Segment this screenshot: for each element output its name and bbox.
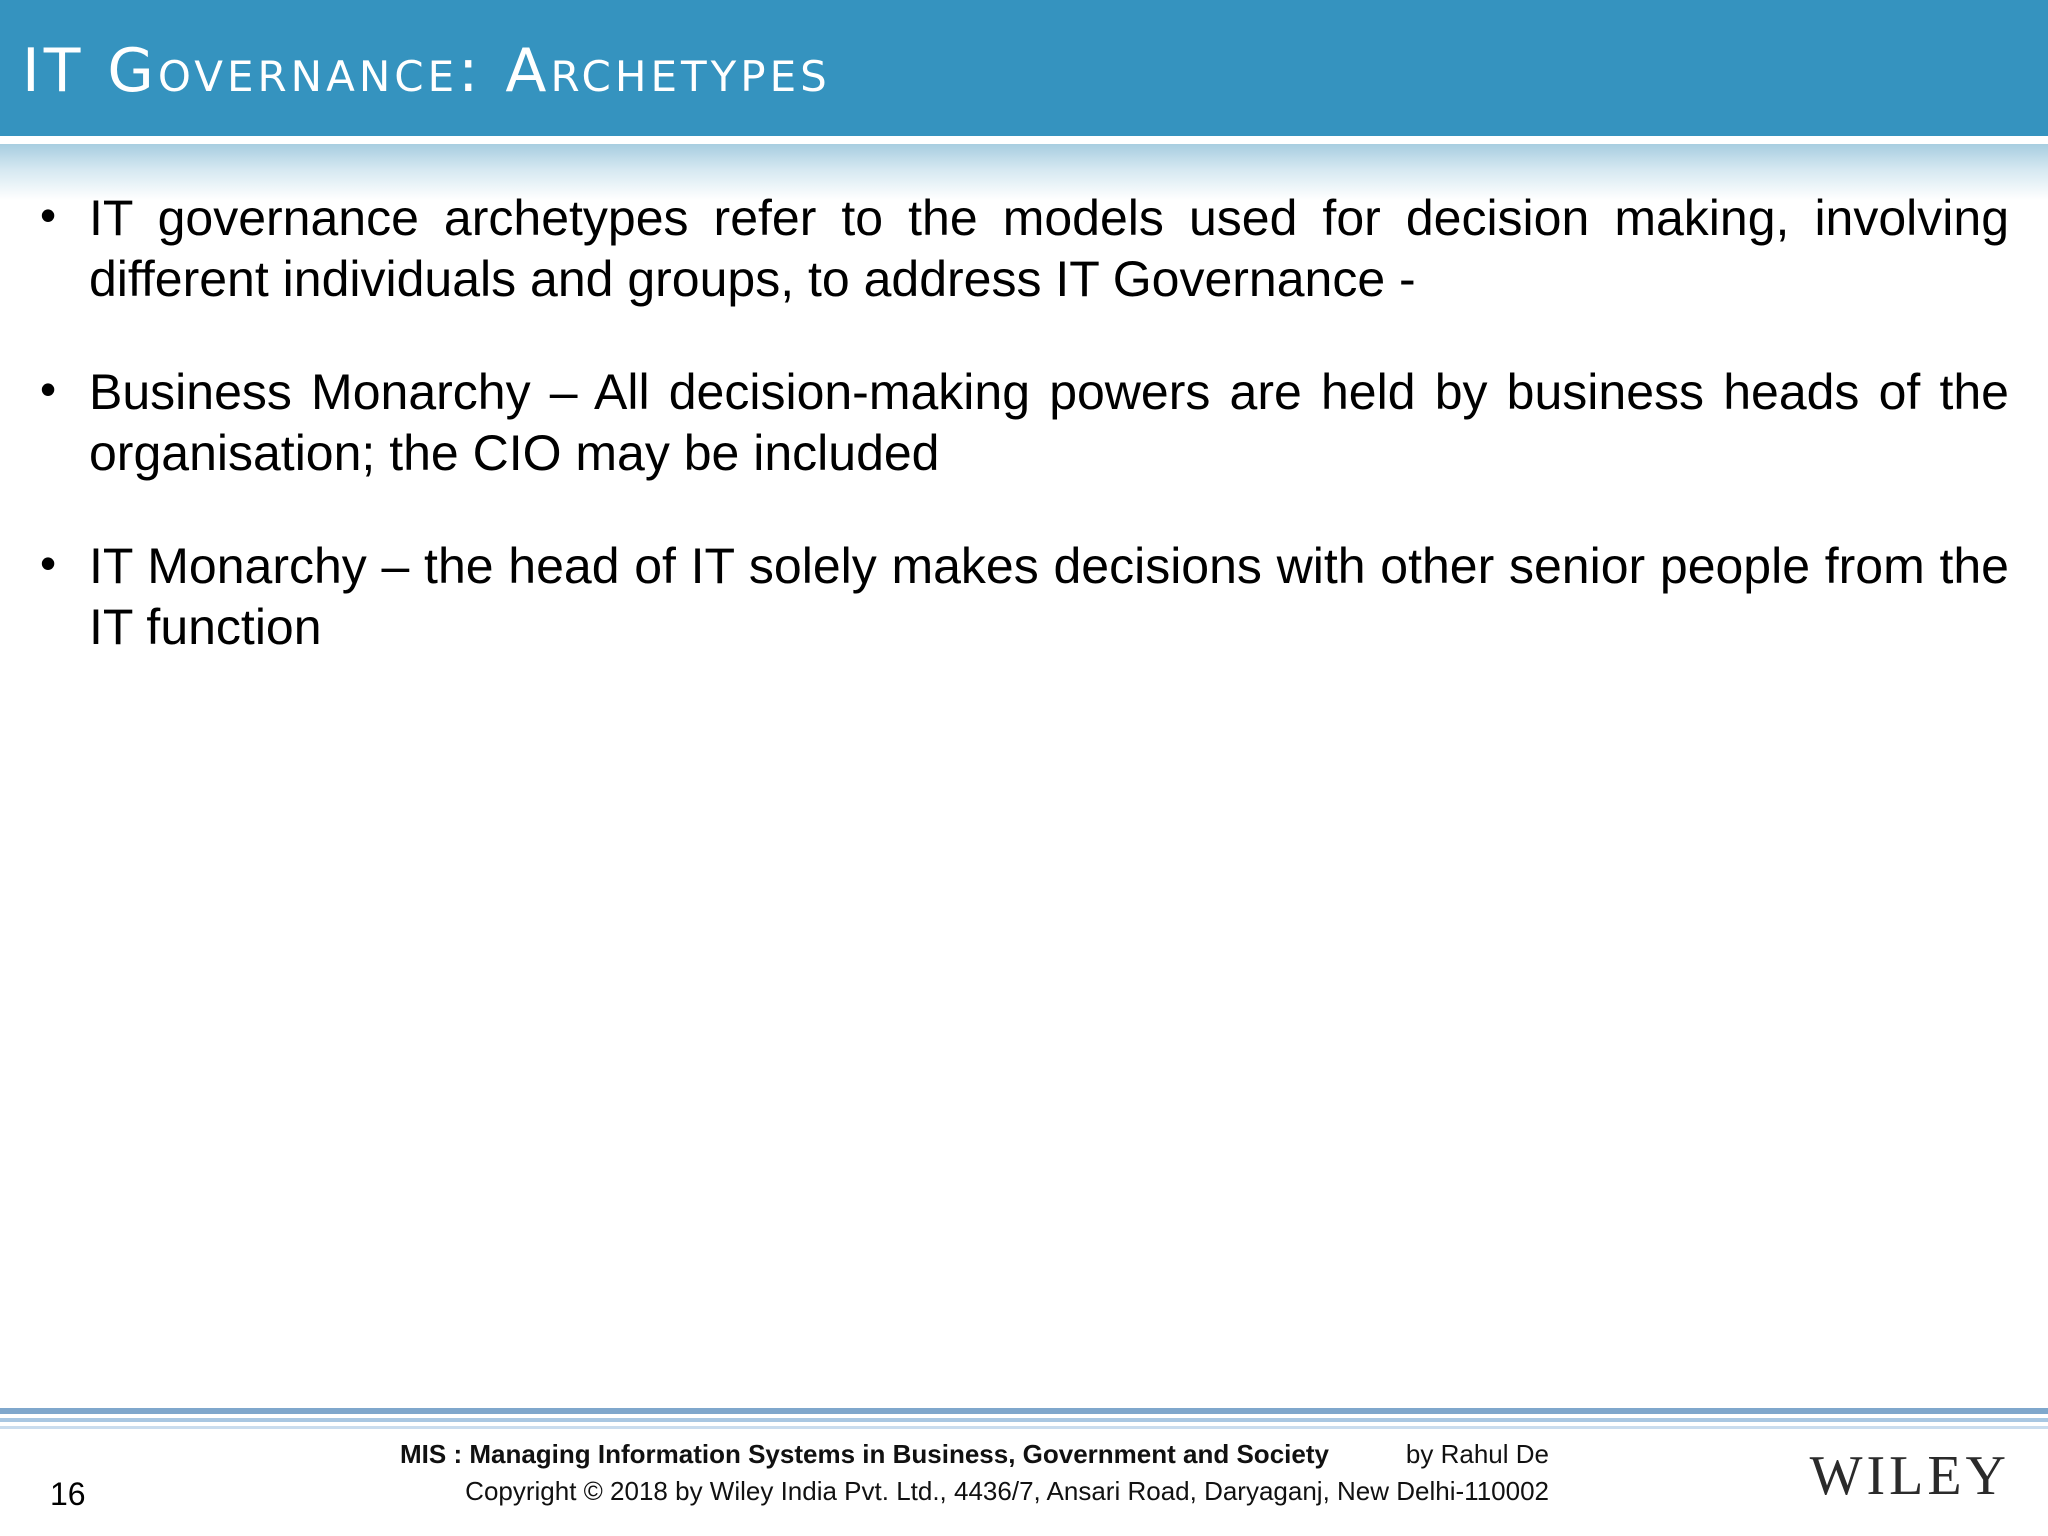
title-bar <box>0 0 2048 136</box>
bullet-text-1: IT governance archetypes refer to the models used for decision making, involving different individuals and groups, to address IT Governance - <box>89 190 2009 307</box>
bullet-dot-icon: • <box>40 537 57 589</box>
footer-book-title: MIS : Managing Information Systems in Business, Government and Society <box>400 1439 1329 1469</box>
bullet-text-3: IT Monarchy – the head of IT solely makes decisions with other senior people from the IT function <box>89 538 2009 655</box>
footer-author: by Rahul De <box>1405 1439 1549 1469</box>
slide-title: IT Governance: Archetypes <box>22 36 831 106</box>
footer-rule-3 <box>0 1426 2048 1429</box>
footer-copyright: Copyright © 2018 by Wiley India Pvt. Ltd., 4436/7, Ansari Road, Daryaganj, New Delhi-110002 <box>465 1476 1549 1506</box>
wiley-logo: WILEY <box>1809 1445 2010 1507</box>
page-number: 16 <box>50 1476 86 1512</box>
bullet-dot-icon: • <box>40 363 57 415</box>
footer-rules <box>0 1408 2048 1429</box>
footer-rule-1 <box>0 1408 2048 1414</box>
bullet-text-2: Business Monarchy – All decision-making powers are held by business heads of the organisation; the CIO may be included <box>89 364 2009 481</box>
footer-rule-2 <box>0 1418 2048 1422</box>
bullet-dot-icon: • <box>40 189 57 241</box>
